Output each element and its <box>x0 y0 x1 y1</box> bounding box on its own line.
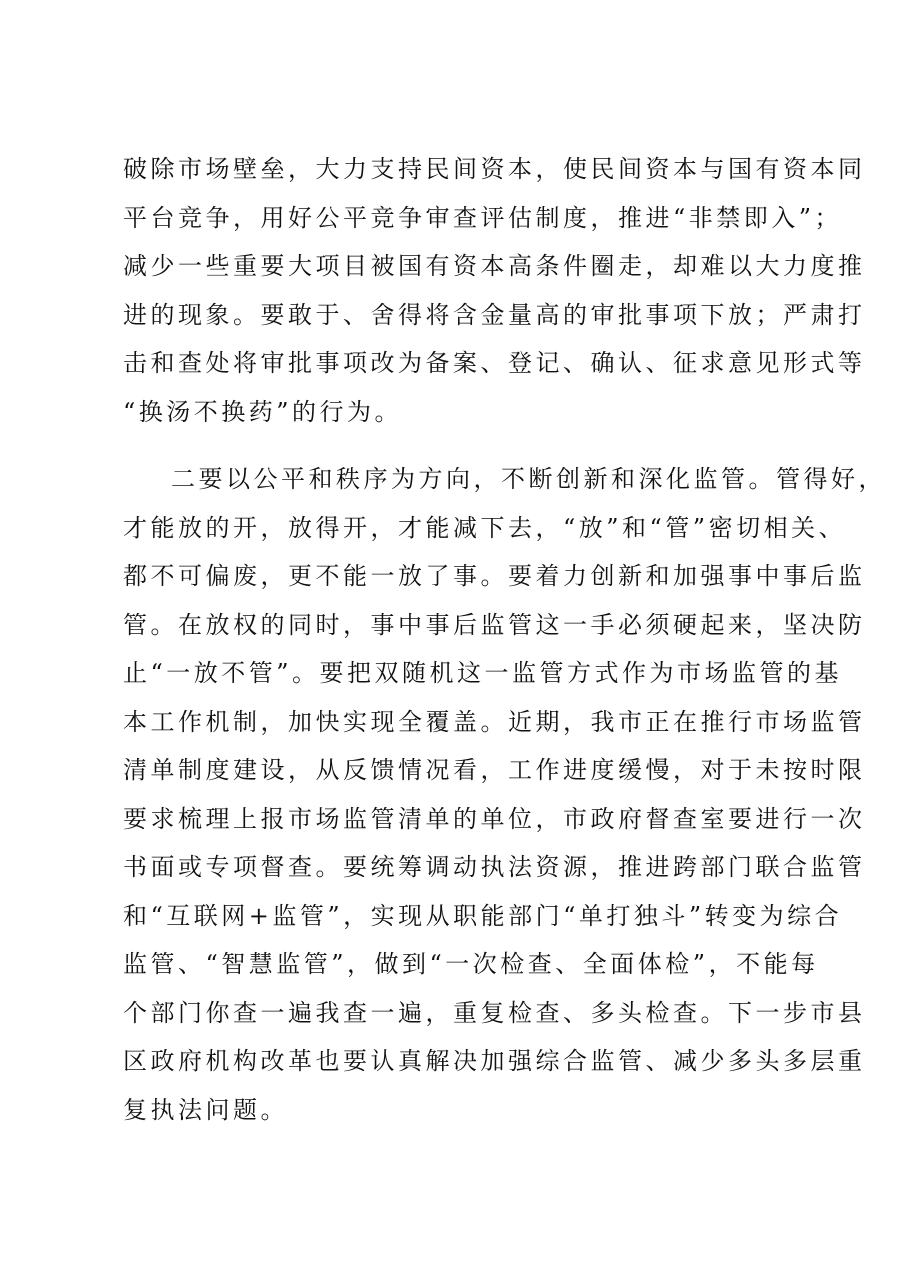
text-line: 和“互联网+监管”，实现从职能部门“单打独斗”转变为综合 <box>123 901 843 930</box>
text-line: 才能放的开，放得开，才能减下去，“放”和“管”密切相关、 <box>123 513 847 542</box>
paragraph-supervision <box>123 455 886 1134</box>
text-line: 区政府机构改革也要认真解决加强综合监管、减少多头多层重 <box>123 1047 866 1075</box>
text-line: 管。在放权的同时，事中事后监管这一手必须硬起来，坚决防 <box>123 610 866 639</box>
text-line: 本工作机制，加快实现全覆盖。近期，我市正在推行市场监管 <box>123 707 866 736</box>
text-line: 书面或专项督查。要统筹调动执法资源，推进跨部门联合监管 <box>123 853 866 881</box>
text-line: 进的现象。要敢于、舍得将含金量高的审批事项下放；严肃打 <box>123 300 866 329</box>
text-line: 清单制度建设，从反馈情况看，工作进度缓慢，对于未按时限 <box>123 756 866 784</box>
text-line: 要求梳理上报市场监管清单的单位，市政府督查室要进行一次 <box>123 804 866 833</box>
text-line: “换汤不换药”的行为。 <box>123 397 403 426</box>
text-line: 二要以公平和秩序为方向，不断创新和深化监管。管得好， <box>171 465 886 493</box>
text-line: 破除市场壁垒，大力支持民间资本，使民间资本与国有资本同 <box>123 155 866 183</box>
paragraph-market-barriers <box>123 145 866 436</box>
text-line: 击和查处将审批事项改为备案、登记、确认、征求意见形式等 <box>123 349 866 377</box>
text-line: 个部门你查一遍我查一遍，重复检查、多头检查。下一步市县 <box>123 998 866 1027</box>
text-line: 平台竞争，用好公平竞争审查评估制度，推进“非禁即入”； <box>123 203 843 232</box>
text-line: 都不可偏废，更不能一放了事。要着力创新和加强事中事后监 <box>123 562 866 590</box>
text-line: 止“一放不管”。要把双随机这一监管方式作为市场监管的基 <box>123 659 843 687</box>
text-line: 减少一些重要大项目被国有资本高条件圈走，却难以大力度推 <box>123 252 866 280</box>
text-line: 复执法问题。 <box>123 1095 288 1124</box>
text-line: 监管、“智慧监管”，做到“一次检查、全面体检”，不能每 <box>123 950 819 978</box>
